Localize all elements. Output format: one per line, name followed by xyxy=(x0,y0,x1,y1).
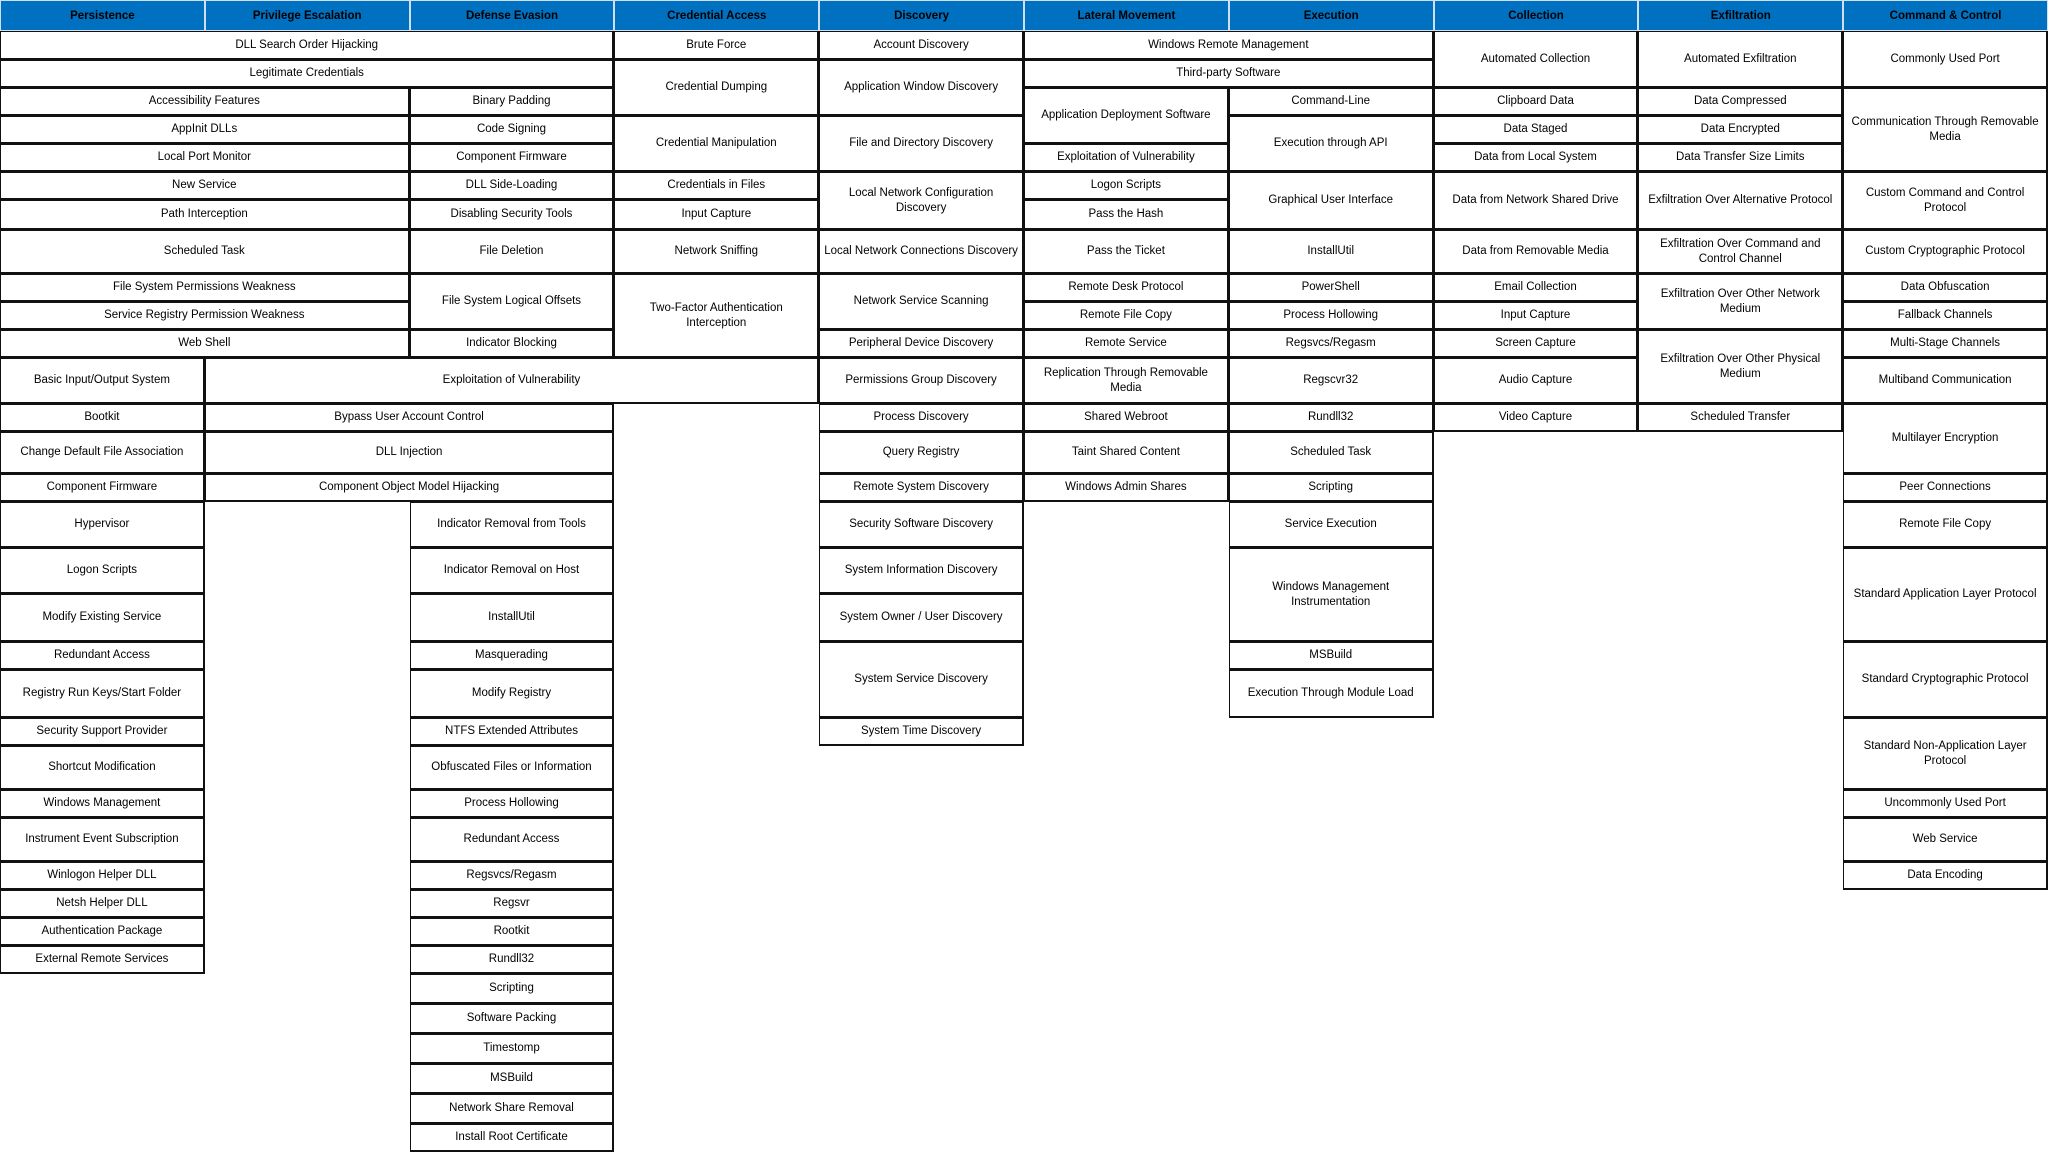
technique-third-party-software: Third-party Software xyxy=(1024,60,1434,88)
technique-exploitation-of-vulnerability: Exploitation of Vulnerability xyxy=(205,358,819,404)
technique-application-deployment-software: Application Deployment Software xyxy=(1024,88,1229,144)
technique-system-owner-user-discovery: System Owner / User Discovery xyxy=(819,594,1024,642)
technique-software-packing: Software Packing xyxy=(410,1004,615,1034)
header-command-and-control: Command & Control xyxy=(1843,0,2048,31)
technique-application-window-discovery: Application Window Discovery xyxy=(819,60,1024,116)
technique-new-service: New Service xyxy=(0,172,410,200)
technique-shared-webroot: Shared Webroot xyxy=(1024,404,1229,432)
technique-hypervisor: Hypervisor xyxy=(0,502,205,548)
technique-component-object-model-hijacking: Component Object Model Hijacking xyxy=(205,474,615,502)
technique-two-factor-authentication-interception: Two-Factor Authentication Interception xyxy=(614,274,819,358)
technique-bypass-user-account-control: Bypass User Account Control xyxy=(205,404,615,432)
technique-msbuild: MSBuild xyxy=(410,1064,615,1094)
technique-system-information-discovery: System Information Discovery xyxy=(819,548,1024,594)
technique-exfiltration-over-command-and-control-channel: Exfiltration Over Command and Control Channel xyxy=(1638,230,1843,274)
technique-change-default-file-association: Change Default File Association xyxy=(0,432,205,474)
technique-multiband-communication: Multiband Communication xyxy=(1843,358,2048,404)
technique-remote-service: Remote Service xyxy=(1024,330,1229,358)
technique-security-support-provider: Security Support Provider xyxy=(0,718,205,746)
technique-automated-collection: Automated Collection xyxy=(1434,31,1639,88)
technique-netsh-helper-dll: Netsh Helper DLL xyxy=(0,890,205,918)
technique-process-discovery: Process Discovery xyxy=(819,404,1024,432)
technique-process-hollowing: Process Hollowing xyxy=(1229,302,1434,330)
technique-regscvr32: Regscvr32 xyxy=(1229,358,1434,404)
technique-custom-command-and-control-protocol: Custom Command and Control Protocol xyxy=(1843,172,2048,230)
technique-rundll32: Rundll32 xyxy=(410,946,615,974)
technique-installutil: InstallUtil xyxy=(1229,230,1434,274)
technique-commonly-used-port: Commonly Used Port xyxy=(1843,31,2048,88)
technique-peripheral-device-discovery: Peripheral Device Discovery xyxy=(819,330,1024,358)
technique-local-port-monitor: Local Port Monitor xyxy=(0,144,410,172)
technique-data-transfer-size-limits: Data Transfer Size Limits xyxy=(1638,144,1843,172)
technique-remote-desk-protocol: Remote Desk Protocol xyxy=(1024,274,1229,302)
technique-standard-application-layer-protocol: Standard Application Layer Protocol xyxy=(1843,548,2048,642)
technique-obfuscated-files-or-information: Obfuscated Files or Information xyxy=(410,746,615,790)
technique-indicator-blocking: Indicator Blocking xyxy=(410,330,615,358)
technique-input-capture: Input Capture xyxy=(614,200,819,230)
technique-scheduled-task: Scheduled Task xyxy=(1229,432,1434,474)
technique-brute-force: Brute Force xyxy=(614,31,819,60)
technique-scheduled-task: Scheduled Task xyxy=(0,230,410,274)
technique-local-network-configuration-discovery: Local Network Configuration Discovery xyxy=(819,172,1024,230)
technique-credential-manipulation: Credential Manipulation xyxy=(614,116,819,172)
technique-account-discovery: Account Discovery xyxy=(819,31,1024,60)
technique-scripting: Scripting xyxy=(410,974,615,1004)
technique-remote-system-discovery: Remote System Discovery xyxy=(819,474,1024,502)
header-defense-evasion: Defense Evasion xyxy=(410,0,615,31)
technique-component-firmware: Component Firmware xyxy=(410,144,615,172)
technique-code-signing: Code Signing xyxy=(410,116,615,144)
technique-network-share-removal: Network Share Removal xyxy=(410,1094,615,1124)
technique-data-from-local-system: Data from Local System xyxy=(1434,144,1639,172)
technique-audio-capture: Audio Capture xyxy=(1434,358,1639,404)
technique-standard-cryptographic-protocol: Standard Cryptographic Protocol xyxy=(1843,642,2048,718)
technique-exfiltration-over-alternative-protocol: Exfiltration Over Alternative Protocol xyxy=(1638,172,1843,230)
technique-video-capture: Video Capture xyxy=(1434,404,1639,432)
technique-web-service: Web Service xyxy=(1843,818,2048,862)
technique-path-interception: Path Interception xyxy=(0,200,410,230)
technique-exfiltration-over-other-physical-medium: Exfiltration Over Other Physical Medium xyxy=(1638,330,1843,404)
technique-registry-run-keys-start-folder: Registry Run Keys/Start Folder xyxy=(0,670,205,718)
technique-file-deletion: File Deletion xyxy=(410,230,615,274)
technique-exploitation-of-vulnerability: Exploitation of Vulnerability xyxy=(1024,144,1229,172)
technique-custom-cryptographic-protocol: Custom Cryptographic Protocol xyxy=(1843,230,2048,274)
technique-regsvr: Regsvr xyxy=(410,890,615,918)
technique-indicator-removal-on-host: Indicator Removal on Host xyxy=(410,548,615,594)
technique-data-encoding: Data Encoding xyxy=(1843,862,2048,890)
technique-remote-file-copy: Remote File Copy xyxy=(1843,502,2048,548)
technique-peer-connections: Peer Connections xyxy=(1843,474,2048,502)
header-credential-access: Credential Access xyxy=(614,0,819,31)
technique-file-and-directory-discovery: File and Directory Discovery xyxy=(819,116,1024,172)
technique-masquerading: Masquerading xyxy=(410,642,615,670)
technique-data-from-network-shared-drive: Data from Network Shared Drive xyxy=(1434,172,1639,230)
header-execution: Execution xyxy=(1229,0,1434,31)
technique-winlogon-helper-dll: Winlogon Helper DLL xyxy=(0,862,205,890)
technique-credential-dumping: Credential Dumping xyxy=(614,60,819,116)
technique-security-software-discovery: Security Software Discovery xyxy=(819,502,1024,548)
technique-redundant-access: Redundant Access xyxy=(410,818,615,862)
technique-modify-registry: Modify Registry xyxy=(410,670,615,718)
technique-powershell: PowerShell xyxy=(1229,274,1434,302)
technique-replication-through-removable-media: Replication Through Removable Media xyxy=(1024,358,1229,404)
technique-binary-padding: Binary Padding xyxy=(410,88,615,116)
header-lateral-movement: Lateral Movement xyxy=(1024,0,1229,31)
technique-multi-stage-channels: Multi-Stage Channels xyxy=(1843,330,2048,358)
technique-service-execution: Service Execution xyxy=(1229,502,1434,548)
technique-logon-scripts: Logon Scripts xyxy=(1024,172,1229,200)
technique-authentication-package: Authentication Package xyxy=(0,918,205,946)
technique-uncommonly-used-port: Uncommonly Used Port xyxy=(1843,790,2048,818)
header-discovery: Discovery xyxy=(819,0,1024,31)
technique-exfiltration-over-other-network-medium: Exfiltration Over Other Network Medium xyxy=(1638,274,1843,330)
technique-file-system-permissions-weakness: File System Permissions Weakness xyxy=(0,274,410,302)
header-collection: Collection xyxy=(1434,0,1639,31)
technique-windows-remote-management: Windows Remote Management xyxy=(1024,31,1434,60)
technique-local-network-connections-discovery: Local Network Connections Discovery xyxy=(819,230,1024,274)
header-persistence: Persistence xyxy=(0,0,205,31)
technique-clipboard-data: Clipboard Data xyxy=(1434,88,1639,116)
technique-process-hollowing: Process Hollowing xyxy=(410,790,615,818)
technique-scheduled-transfer: Scheduled Transfer xyxy=(1638,404,1843,432)
technique-data-from-removable-media: Data from Removable Media xyxy=(1434,230,1639,274)
technique-network-service-scanning: Network Service Scanning xyxy=(819,274,1024,330)
technique-install-root-certificate: Install Root Certificate xyxy=(410,1124,615,1152)
technique-service-registry-permission-weakness: Service Registry Permission Weakness xyxy=(0,302,410,330)
technique-data-compressed: Data Compressed xyxy=(1638,88,1843,116)
technique-email-collection: Email Collection xyxy=(1434,274,1639,302)
technique-communication-through-removable-media: Communication Through Removable Media xyxy=(1843,88,2048,172)
technique-graphical-user-interface: Graphical User Interface xyxy=(1229,172,1434,230)
technique-standard-non-application-layer-protocol: Standard Non-Application Layer Protocol xyxy=(1843,718,2048,790)
technique-pass-the-hash: Pass the Hash xyxy=(1024,200,1229,230)
technique-network-sniffing: Network Sniffing xyxy=(614,230,819,274)
technique-remote-file-copy: Remote File Copy xyxy=(1024,302,1229,330)
technique-screen-capture: Screen Capture xyxy=(1434,330,1639,358)
technique-ntfs-extended-attributes: NTFS Extended Attributes xyxy=(410,718,615,746)
technique-bootkit: Bootkit xyxy=(0,404,205,432)
technique-input-capture: Input Capture xyxy=(1434,302,1639,330)
technique-component-firmware: Component Firmware xyxy=(0,474,205,502)
technique-scripting: Scripting xyxy=(1229,474,1434,502)
technique-pass-the-ticket: Pass the Ticket xyxy=(1024,230,1229,274)
technique-basic-input-output-system: Basic Input/Output System xyxy=(0,358,205,404)
technique-rundll32: Rundll32 xyxy=(1229,404,1434,432)
technique-rootkit: Rootkit xyxy=(410,918,615,946)
technique-data-encrypted: Data Encrypted xyxy=(1638,116,1843,144)
header-exfiltration: Exfiltration xyxy=(1638,0,1843,31)
header-privilege-escalation: Privilege Escalation xyxy=(205,0,410,31)
technique-fallback-channels: Fallback Channels xyxy=(1843,302,2048,330)
technique-credentials-in-files: Credentials in Files xyxy=(614,172,819,200)
technique-dll-search-order-hijacking: DLL Search Order Hijacking xyxy=(0,31,614,60)
technique-dll-injection: DLL Injection xyxy=(205,432,615,474)
technique-windows-admin-shares: Windows Admin Shares xyxy=(1024,474,1229,502)
technique-msbuild: MSBuild xyxy=(1229,642,1434,670)
technique-installutil: InstallUtil xyxy=(410,594,615,642)
technique-command-line: Command-Line xyxy=(1229,88,1434,116)
technique-timestomp: Timestomp xyxy=(410,1034,615,1064)
technique-system-time-discovery: System Time Discovery xyxy=(819,718,1024,746)
technique-query-registry: Query Registry xyxy=(819,432,1024,474)
technique-shortcut-modification: Shortcut Modification xyxy=(0,746,205,790)
technique-permissions-group-discovery: Permissions Group Discovery xyxy=(819,358,1024,404)
technique-indicator-removal-from-tools: Indicator Removal from Tools xyxy=(410,502,615,548)
technique-accessibility-features: Accessibility Features xyxy=(0,88,410,116)
technique-windows-management: Windows Management xyxy=(0,790,205,818)
technique-system-service-discovery: System Service Discovery xyxy=(819,642,1024,718)
technique-data-staged: Data Staged xyxy=(1434,116,1639,144)
technique-modify-existing-service: Modify Existing Service xyxy=(0,594,205,642)
technique-execution-through-api: Execution through API xyxy=(1229,116,1434,172)
technique-regsvcs-regasm: Regsvcs/Regasm xyxy=(410,862,615,890)
technique-windows-management-instrumentation: Windows Management Instrumentation xyxy=(1229,548,1434,642)
technique-logon-scripts: Logon Scripts xyxy=(0,548,205,594)
technique-disabling-security-tools: Disabling Security Tools xyxy=(410,200,615,230)
technique-external-remote-services: External Remote Services xyxy=(0,946,205,974)
technique-dll-side-loading: DLL Side-Loading xyxy=(410,172,615,200)
technique-automated-exfiltration: Automated Exfiltration xyxy=(1638,31,1843,88)
technique-data-obfuscation: Data Obfuscation xyxy=(1843,274,2048,302)
technique-instrument-event-subscription: Instrument Event Subscription xyxy=(0,818,205,862)
technique-execution-through-module-load: Execution Through Module Load xyxy=(1229,670,1434,718)
technique-regsvcs-regasm: Regsvcs/Regasm xyxy=(1229,330,1434,358)
technique-web-shell: Web Shell xyxy=(0,330,410,358)
technique-file-system-logical-offsets: File System Logical Offsets xyxy=(410,274,615,330)
technique-redundant-access: Redundant Access xyxy=(0,642,205,670)
technique-taint-shared-content: Taint Shared Content xyxy=(1024,432,1229,474)
technique-multilayer-encryption: Multilayer Encryption xyxy=(1843,404,2048,474)
technique-legitimate-credentials: Legitimate Credentials xyxy=(0,60,614,88)
technique-appinit-dlls: AppInit DLLs xyxy=(0,116,410,144)
